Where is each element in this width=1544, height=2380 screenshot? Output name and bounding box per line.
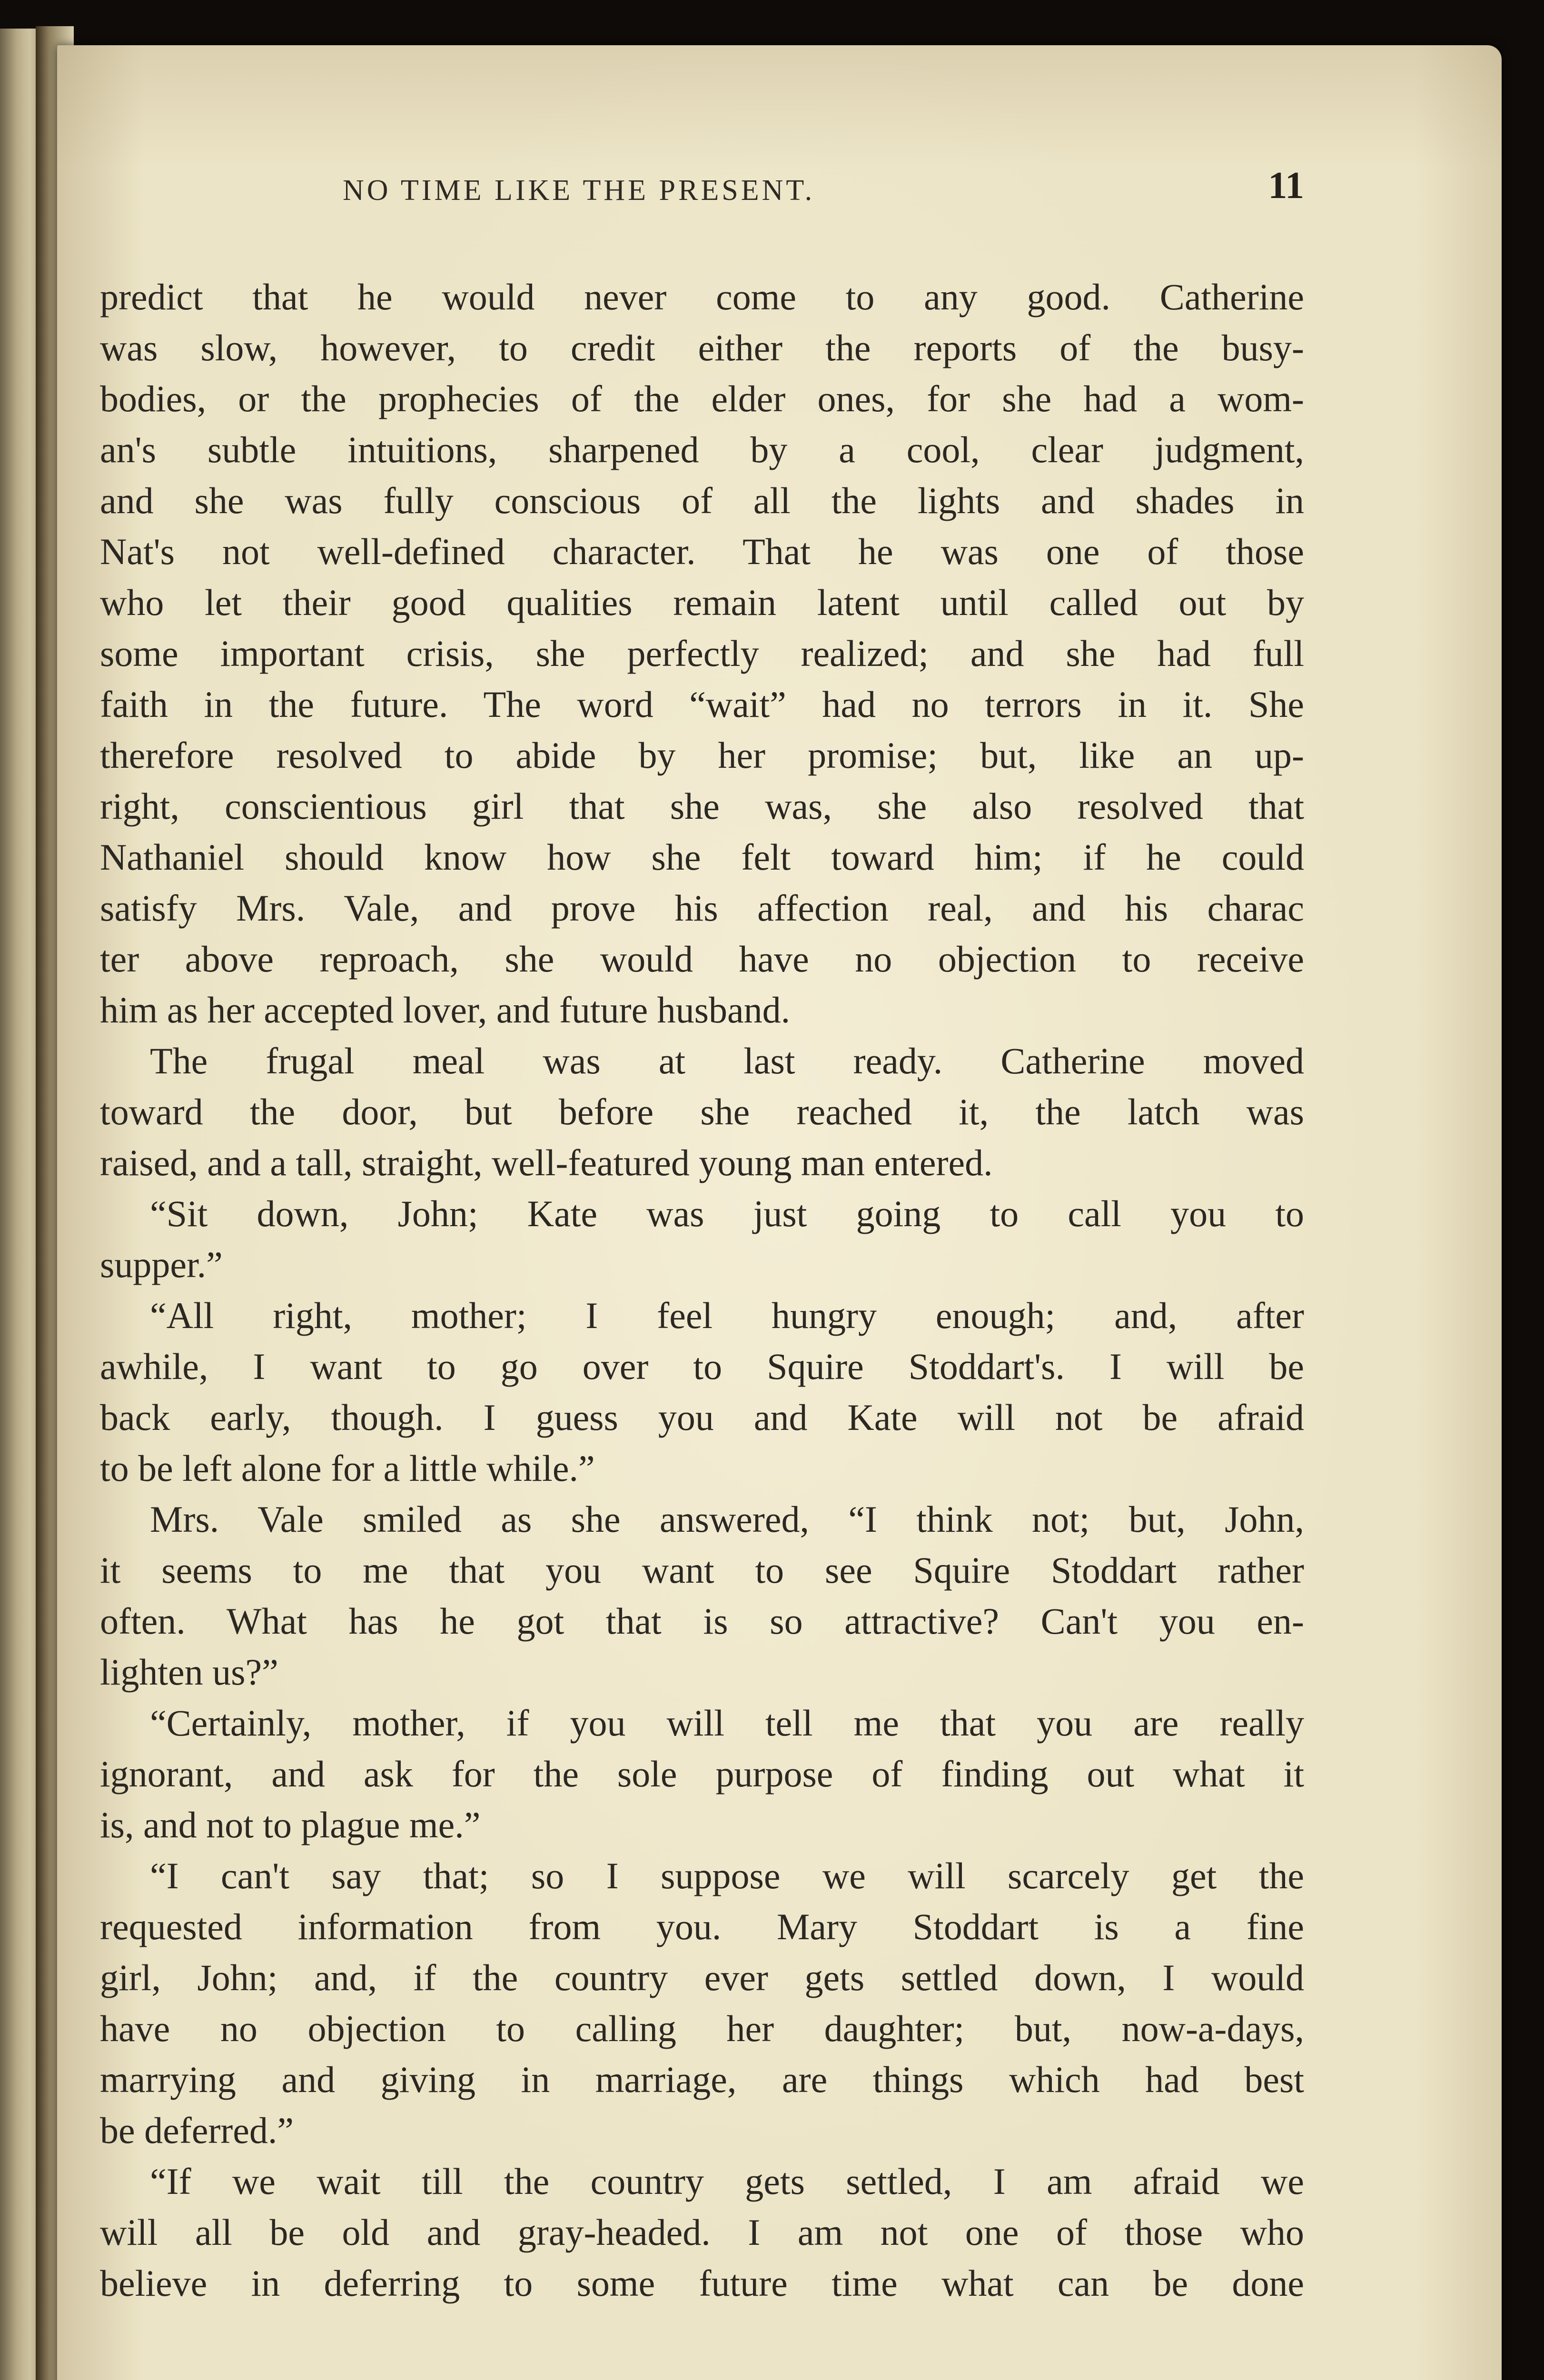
text-line: “Sit down, John; Kate was just going to call you to [150,1193,1304,1234]
text-line: to be left alone for a little while.” [100,1448,595,1489]
text-line: is, and not to plague me.” [100,1804,481,1845]
body-text [100,271,1304,2309]
running-title: NO TIME LIKE THE PRESENT. [343,174,815,207]
text-line: The frugal meal was at last ready. Catherine moved [150,1040,1304,1081]
text-line: therefore resolved to abide by her promise; but, like an up- [100,734,1304,776]
text-line: ter above reproach, she would have no objection to receive [100,938,1304,980]
text-line: right, conscientious girl that she was, she also resolved that [100,785,1304,827]
text-line: bodies, or the prophecies of the elder ones, for she had a wom- [100,378,1304,419]
text-line: who let their good qualities remain latent until called out by [100,582,1304,623]
text-line: lighten us?” [100,1651,278,1693]
text-line: believe in deferring to some future time what can be done [100,2262,1304,2304]
text-line: have no objection to calling her daughter; but, now-a-days, [100,2008,1304,2049]
page-number: 11 [1268,165,1304,207]
text-line: Mrs. Vale smiled as she answered, “I think not; but, John, [150,1498,1304,1540]
text-line: be deferred.” [100,2110,294,2151]
text-line: it seems to me that you want to see Squire Stoddart rather [100,1549,1304,1591]
text-line: “Certainly, mother, if you will tell me that you are really [150,1702,1304,1744]
text-line: faith in the future. The word “wait” had no terrors in it. She [100,684,1304,725]
text-line: requested information from you. Mary Stoddart is a fine [100,1906,1304,1947]
text-line: and she was fully conscious of all the lights and shades in [100,480,1304,521]
text-line: him as her accepted lover, and future husband. [100,989,791,1031]
text-line: was slow, however, to credit either the reports of the busy- [100,327,1304,368]
text-line: Nat's not well-defined character. That he was one of those [100,531,1304,572]
text-line: girl, John; and, if the country ever gets settled down, I would [100,1957,1304,1998]
text-line: “I can't say that; so I suppose we will scarcely get the [150,1855,1304,1896]
text-line: some important crisis, she perfectly realized; and she had full [100,633,1304,674]
text-line: toward the door, but before she reached it, the latch was [100,1091,1304,1132]
text-line: marrying and giving in marriage, are things which had best [100,2059,1304,2100]
text-line: predict that he would never come to any good. Catherine [100,276,1304,317]
text-line: ignorant, and ask for the sole purpose of finding out what it [100,1753,1304,1795]
text-line: “If we wait till the country gets settled, I am afraid we [150,2161,1304,2202]
text-line: satisfy Mrs. Vale, and prove his affection real, and his charac [100,887,1304,929]
text-line: raised, and a tall, straight, well-featured young man entered. [100,1142,993,1183]
text-line: back early, though. I guess you and Kate will not be afraid [100,1397,1304,1438]
text-line: often. What has he got that is so attractive? Can't you en- [100,1600,1304,1642]
text-line: will all be old and gray-headed. I am not one of those who [100,2211,1304,2253]
text-line: Nathaniel should know how she felt toward him; if he could [100,836,1304,878]
text-line: “All right, mother; I feel hungry enough; and, after [150,1295,1304,1336]
text-line: awhile, I want to go over to Squire Stoddart's. I will be [100,1346,1304,1387]
text-line: an's subtle intuitions, sharpened by a cool, clear judgment, [100,429,1304,470]
text-line: supper.” [100,1244,223,1285]
